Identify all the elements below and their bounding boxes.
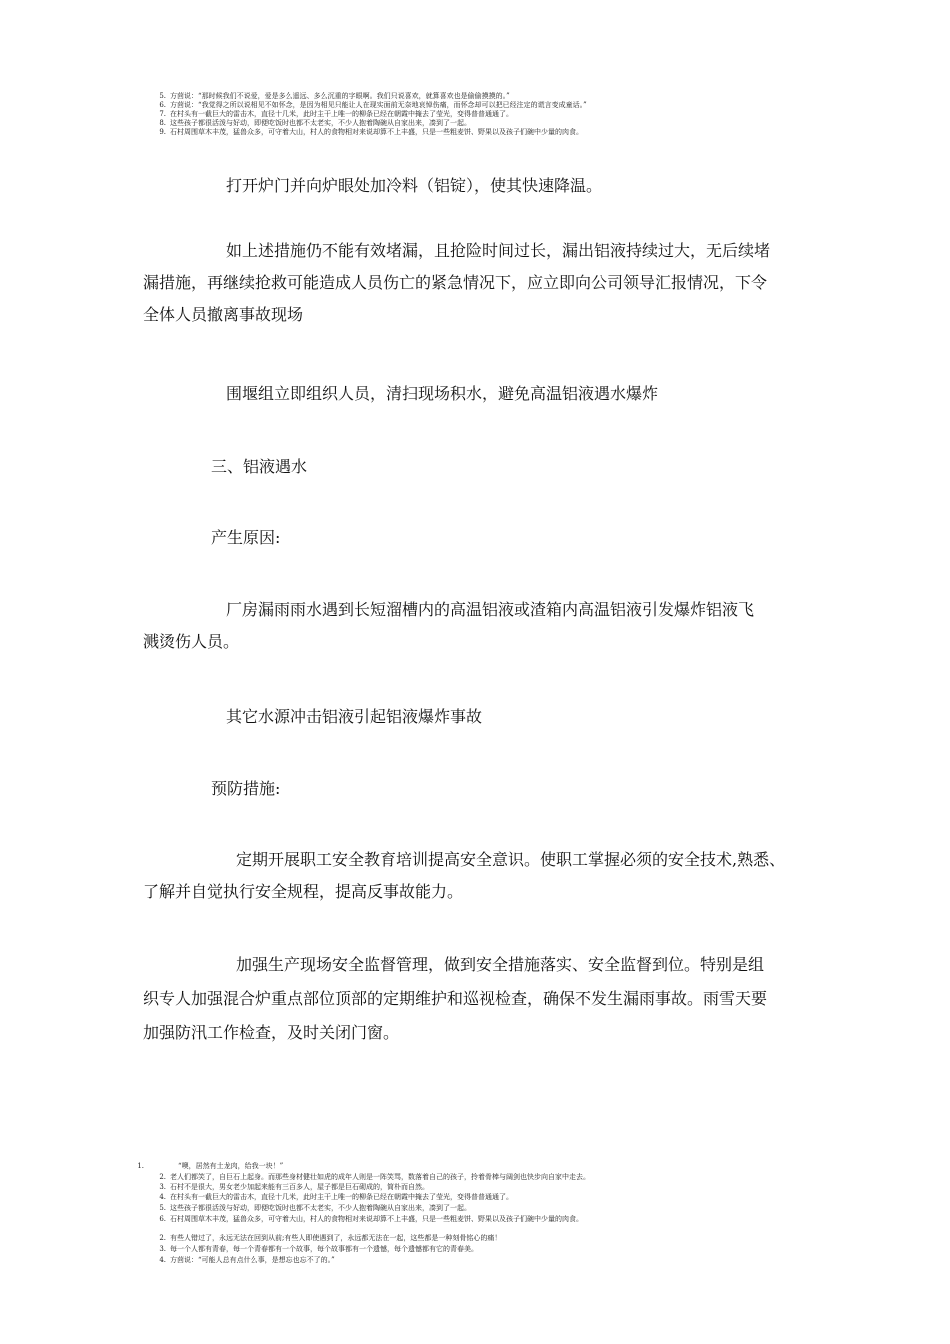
note-text: 这些孩子都很活泼与好动，即便吃饭时也都不太老实，不少人抱着陶碗从自家出来，凑到了一起。 [170,119,471,127]
note-number: 4. [159,1256,166,1264]
note-text: 方茴说：“我觉得之所以说相见不如怀念，是因为相见只能让人在现实面前无奈地哀悼伤痛，而怀念却可以把已经注定的谎言变成童话。” [170,101,587,109]
bottom-note-item [150,1234,501,1243]
top-note-item [150,101,587,110]
section-heading: 三、铝液遇水 [211,457,308,476]
bottom-note-item [150,1204,471,1213]
note-text: 石村不是很大，男女老少加起来能有三百多人，屋子都是巨石砌成的，简朴而自然。 [170,1183,429,1191]
note-text: 这些孩子都很活泼与好动，即便吃饭时也都不太老实，不少人抱着陶碗从自家出来，凑到了一起。 [170,1204,471,1212]
bottom-note-item [150,1193,513,1202]
measure-1-line1: 定期开展职工安全教育培训提高安全意识。使职工掌握必须的安全技术,熟悉、 [236,850,786,869]
cause-label: 产生原因: [211,528,281,547]
note-number: 6. [159,101,166,109]
top-note-item [150,110,513,119]
note-number: 8. [159,119,166,127]
note-number: 9. [159,128,166,136]
note-text: 在村头有一截巨大的雷击木，直径十几米，此时主干上唯一的柳条已经在朝霞中掩去了莹光，变得普普通通了。 [170,110,513,118]
bottom-note-item [150,1173,590,1182]
bottom-note-item [150,1256,335,1265]
note-number: 6. [159,1215,166,1223]
note-number: 7. [159,110,166,118]
note-text: “噢，居然有土龙肉，给我一块！” [178,1162,284,1170]
measure-1-line2: 了解并自觉执行安全规程，提高反事故能力。 [143,882,464,901]
note-text: 有些人错过了，永远无法在回到从前;有些人即使遇到了，永远都无法在一起，这些都是一种刻骨铭心的痛！ [170,1234,502,1242]
note-number: 3. [159,1183,166,1191]
paragraph-evacuate-line1: 如上述措施仍不能有效堵漏，且抢险时间过长，漏出铝液持续过大，无后续堵 [226,241,771,260]
measure-2-line3: 加强防汛工作检查，及时关闭门窗。 [143,1023,400,1042]
paragraph-cooling: 打开炉门并向炉眼处加冷料（铝锭），使其快速降温。 [226,176,603,195]
top-note-item [150,92,510,101]
note-number: 2. [159,1234,166,1242]
note-text: 石村周围草木丰茂，猛兽众多，可守着大山，村人的食物相对来说却算不上丰盛，只是一些粗麦饼、野果以及孩子们碗中少量的肉食。 [170,128,583,136]
note-text: 石村周围草木丰茂，猛兽众多，可守着大山，村人的食物相对来说却算不上丰盛，只是一些粗麦饼、野果以及孩子们碗中少量的肉食。 [170,1215,583,1223]
note-text: 老人们都笑了，自巨石上起身。而那些身材健壮如虎的成年人则是一阵笑骂，数落着自己的孩子，拎着骨棒与阔剑也快步向自家中走去。 [170,1173,590,1181]
prevention-label: 预防措施: [211,779,281,798]
note-text: 每一个人都有青春，每一个青春都有一个故事，每个故事都有一个遗憾，每个遗憾都有它的青春美。 [170,1245,478,1253]
paragraph-cofferdam: 围堰组立即组织人员，清扫现场积水，避免高温铝液遇水爆炸 [226,384,659,403]
note-number: 5. [159,1204,166,1212]
top-note-item [150,128,583,137]
cause-2: 其它水源冲击铝液引起铝液爆炸事故 [226,707,483,726]
note-number: 5. [159,92,166,100]
measure-2-line2: 织专人加强混合炉重点部位顶部的定期维护和巡视检查，确保不发生漏雨事故。雨雪天要 [143,989,768,1008]
paragraph-evacuate-line3: 全体人员撤离事故现场 [143,305,304,324]
top-note-item [150,119,471,128]
note-number: 4. [159,1193,166,1201]
note-number: 1. [137,1162,144,1170]
note-text: 在村头有一截巨大的雷击木，直径十几米，此时主干上唯一的柳条已经在朝霞中掩去了莹光，变得普普通通了。 [170,1193,513,1201]
bottom-note-item [150,1183,429,1192]
cause-1-line2: 溅烫伤人员。 [143,632,240,651]
cause-1-line1: 厂房漏雨雨水遇到长短溜槽内的高温铝液或渣箱内高温铝液引发爆炸铝液飞 [226,600,755,619]
note-number: 2. [159,1173,166,1181]
note-text: 方茴说：“那时候我们不说爱，爱是多么遥远、多么沉重的字眼啊。我们只说喜欢，就算喜欢也是偷偷摸摸的。” [170,92,510,100]
bottom-note-item [128,1162,283,1171]
note-number: 3. [159,1245,166,1253]
bottom-note-item [150,1245,478,1254]
measure-2-line1: 加强生产现场安全监督管理，做到安全措施落实、安全监督到位。特别是组 [236,955,765,974]
paragraph-evacuate-line2: 漏措施，再继续抢救可能造成人员伤亡的紧急情况下，应立即向公司领导汇报情况，下令 [143,273,768,292]
bottom-note-item [150,1215,583,1224]
note-text: 方茴说：“可能人总有点什么事，是想忘也忘不了的。” [170,1256,335,1264]
